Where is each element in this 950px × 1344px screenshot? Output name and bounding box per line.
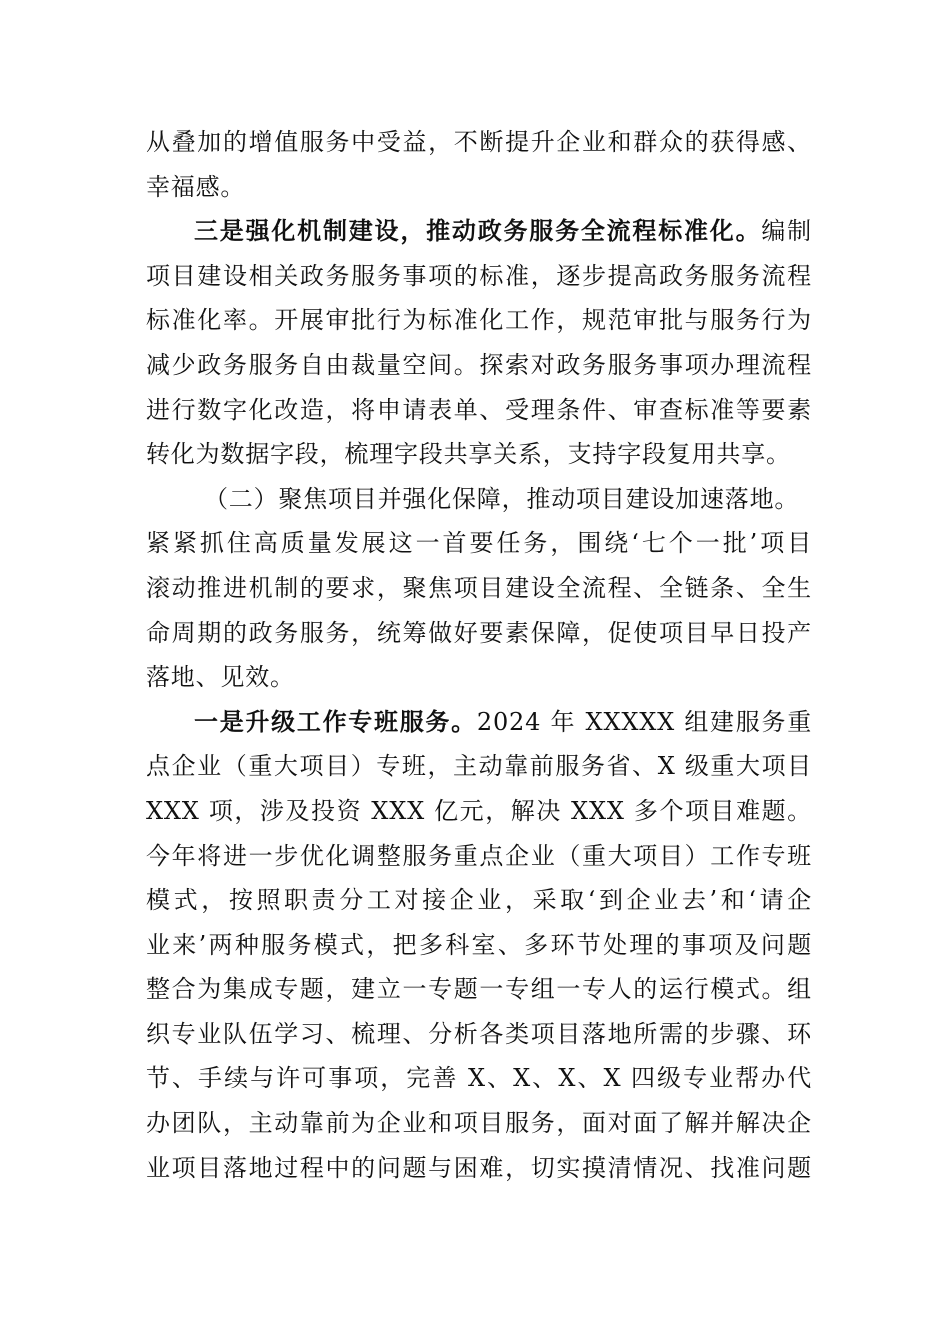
text-line: 转化为数据字段，梳理字段共享关系，支持字段复用共享。 [146,440,791,469]
document-body [146,120,812,1190]
text-line: 落地、见效。 [146,663,295,692]
bold-lead-sentence: 三是强化机制建设，推动政务服务全流程标准化。 [194,216,762,246]
section-heading: （二）聚焦项目并强化保障，推动项目建设加速落地。 [204,484,800,513]
text-line: 业项目落地过程中的问题与困难，切实摸清情况、找准问题 [146,1153,812,1182]
text-line: 进行数字化改造，将申请表单、受理条件、审查标准等要素 [146,395,812,424]
text-line: 滚动推进机制的要求，聚焦项目建设全流程、全链条、全生 [146,573,812,602]
text-line [146,209,812,254]
text-line: 模式，按照职责分工对接企业，采取‘到企业去’和‘请企 [146,886,812,915]
text-fragment: 编制 [761,217,812,246]
text-fragment: 2024 年 XXXXX 组建服务重 [476,707,812,736]
text-line: 紧紧抓住高质量发展这一首要任务，围绕‘七个一批’项目 [146,529,812,558]
text-line: 点企业（重大项目）专班，主动靠前服务省、X 级重大项目 [146,752,812,781]
text-line: 织专业队伍学习、梳理、分析各类项目落地所需的步骤、环 [146,1019,812,1048]
paragraph-3 [146,477,812,700]
paragraph-2 [146,209,812,477]
text-line: 节、手续与许可事项，完善 X、X、X、X 四级专业帮办代 [146,1064,812,1093]
text-line: 幸福感。 [146,172,246,201]
paragraph-1 [146,120,812,209]
text-line: XXX 项，涉及投资 XXX 亿元，解决 XXX 多个项目难题。 [146,796,812,825]
text-line: 减少政务服务自由裁量空间。探索对政务服务事项办理流程 [146,350,812,379]
paragraph-4 [146,700,812,1191]
text-line: 项目建设相关政务服务事项的标准，逐步提高政务服务流程 [146,261,812,290]
text-line: 今年将进一步优化调整服务重点企业（重大项目）工作专班 [146,841,812,870]
text-line [146,700,812,745]
bold-lead-sentence: 一是升级工作专班服务。 [194,706,477,736]
text-line: 从叠加的增值服务中受益，不断提升企业和群众的获得感、 [146,128,812,156]
text-line: 业来’两种服务模式，把多科室、多环节处理的事项及问题 [146,930,812,959]
text-line: 标准化率。开展审批行为标准化工作，规范审批与服务行为 [146,306,812,335]
text-line: 整合为集成专题，建立一专题一专组一专人的运行模式。组 [146,975,812,1004]
text-line: 办团队，主动靠前为企业和项目服务，面对面了解并解决企 [146,1109,812,1138]
text-line: 命周期的政务服务，统筹做好要素保障，促使项目早日投产 [146,618,812,647]
